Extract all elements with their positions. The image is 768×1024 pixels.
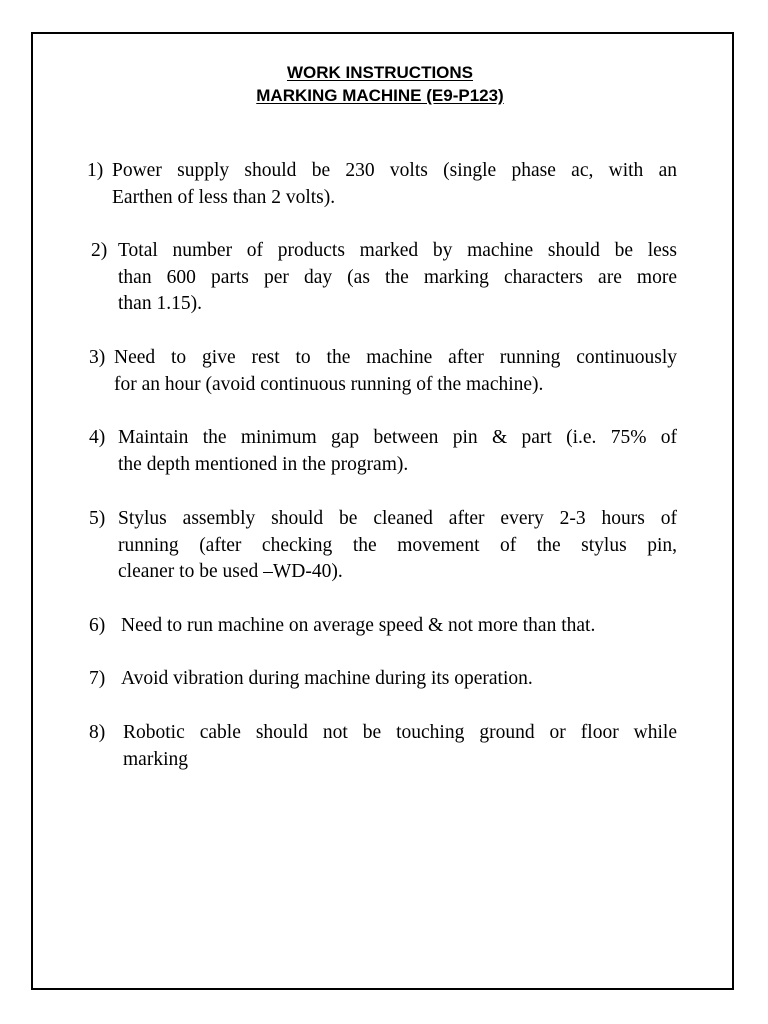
- item-2-line-1: Total number of products marked by machine should be less: [118, 240, 677, 261]
- document-title: WORK INSTRUCTIONS: [286, 63, 474, 82]
- item-3-number: 3): [89, 347, 106, 368]
- document-subtitle: MARKING MACHINE (E9-P123): [256, 86, 504, 105]
- item-7-text: [121, 666, 677, 693]
- item-2-line-2: than 600 parts per day (as the marking characters are more: [118, 266, 677, 288]
- item-5-text: [118, 506, 677, 586]
- item-3-line-1: Need to give rest to the machine after running continuously: [114, 347, 677, 368]
- item-5-line-2: running (after checking the movement of the stylus pin,: [118, 534, 677, 556]
- item-6-number: 6): [89, 615, 106, 636]
- item-4-number: 4): [89, 427, 106, 448]
- item-8-line-1: Robotic cable should not be touching ground or floor while: [123, 722, 677, 743]
- item-4-line-1: Maintain the minimum gap between pin & part (i.e. 75% of: [118, 427, 677, 448]
- item-5-line-1: Stylus assembly should be cleaned after every 2-3 hours of: [118, 508, 677, 529]
- item-7-number: 7): [89, 668, 106, 689]
- item-2-line-3: than 1.15).: [118, 293, 202, 314]
- item-2-text: [118, 238, 677, 318]
- item-8-text: [123, 720, 677, 773]
- item-5-line-3: cleaner to be used –WD-40).: [118, 561, 343, 582]
- item-8-line-2: marking: [123, 748, 188, 770]
- item-1-number: 1): [87, 160, 104, 181]
- item-1-text: [112, 158, 677, 211]
- item-6-text: [121, 613, 677, 640]
- item-8-number: 8): [89, 722, 106, 743]
- item-6-line-1: Need to run machine on average speed & not more than that.: [121, 615, 596, 636]
- item-4-text: [118, 425, 677, 478]
- item-5-number: 5): [89, 508, 106, 529]
- item-3-text: [114, 345, 677, 398]
- item-7-line-1: Avoid vibration during machine during its operation.: [121, 668, 533, 689]
- item-1-line-2: Earthen of less than 2 volts).: [112, 186, 336, 208]
- item-2-number: 2): [91, 240, 108, 261]
- item-4-line-2: the depth mentioned in the program).: [118, 453, 409, 475]
- item-3-line-2: for an hour (avoid continuous running of the machine).: [114, 373, 544, 395]
- item-1-line-1: Power supply should be 230 volts (single phase ac, with an: [112, 160, 677, 181]
